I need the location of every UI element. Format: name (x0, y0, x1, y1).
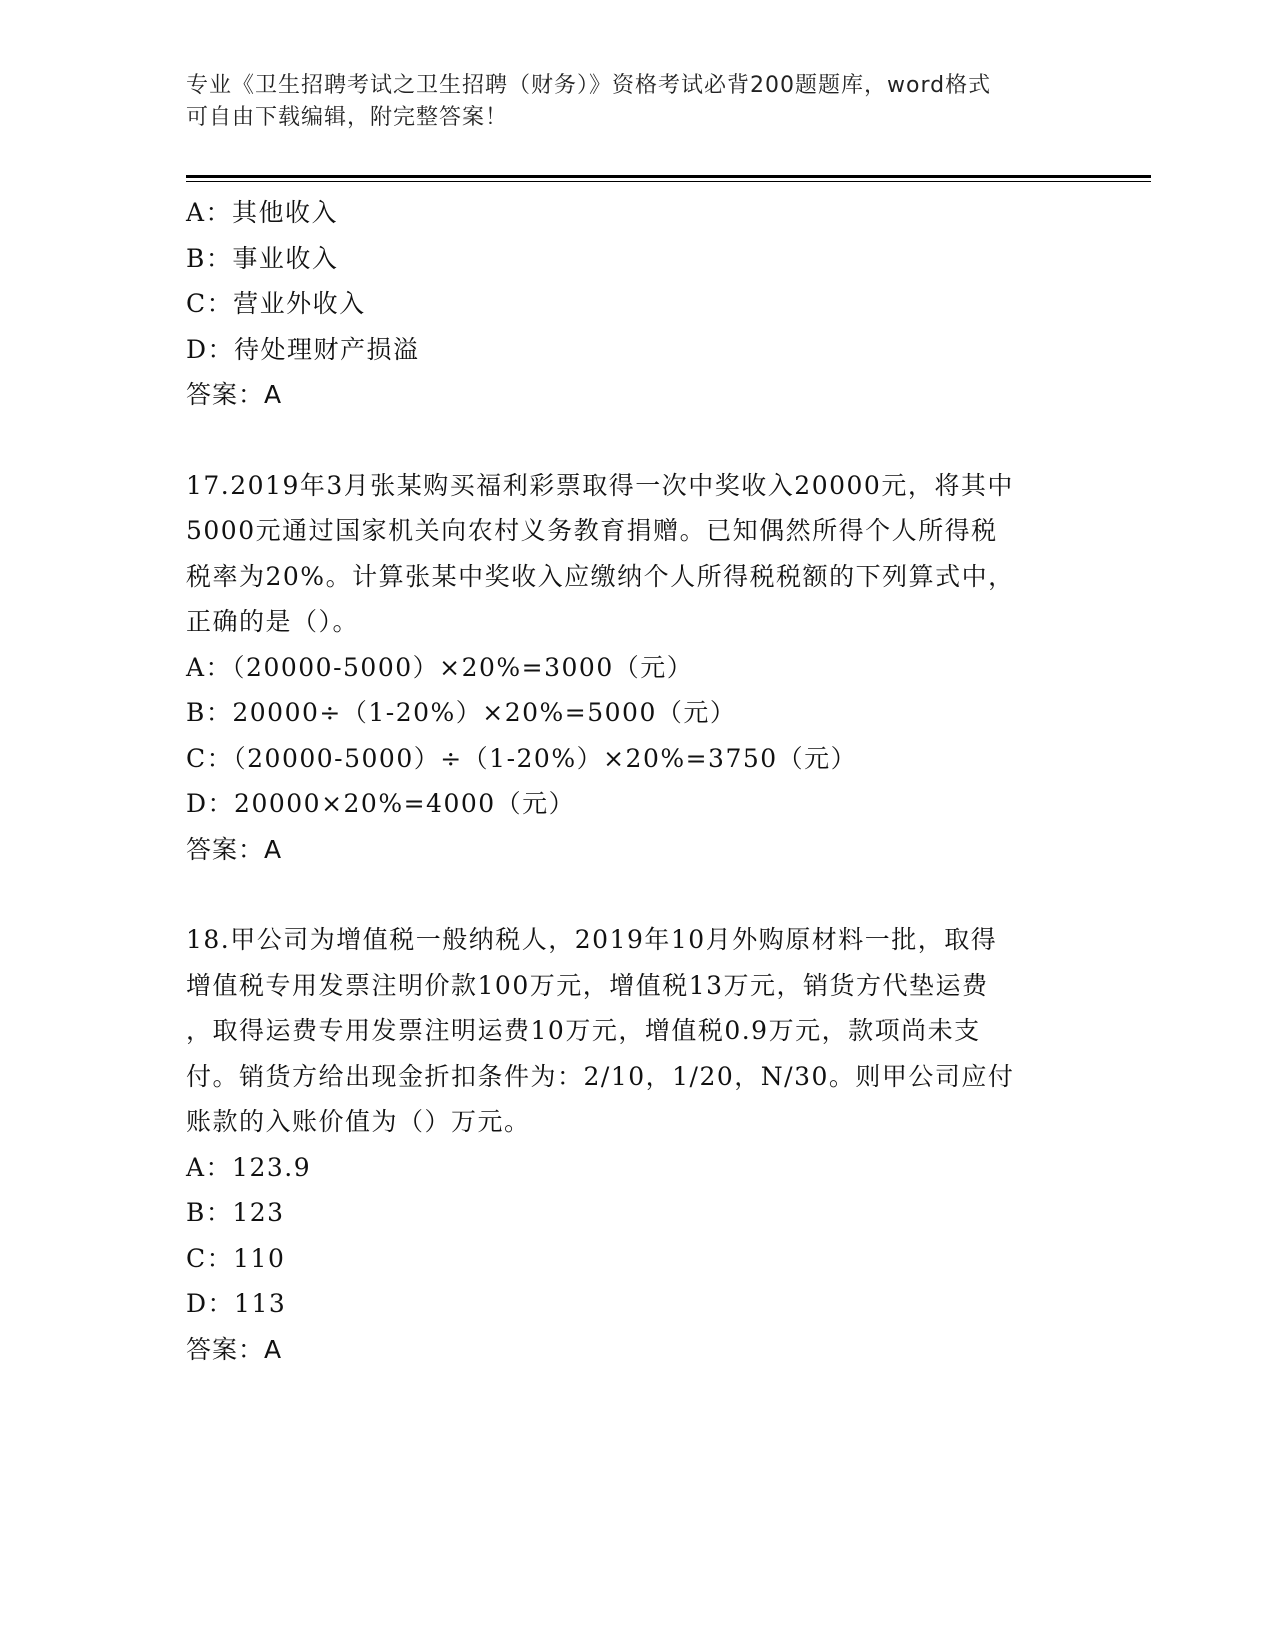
option-b: B：20000÷（1-20%）×20%=5000（元） (186, 698, 737, 727)
question-stem-line: 税率为20%。计算张某中奖收入应缴纳个人所得税税额的下列算式中， (186, 561, 1015, 591)
option-a: A：其他收入 (186, 198, 339, 227)
question-17 (186, 463, 1086, 873)
question-stem-line: 账款的入账价值为（）万元。 (186, 1107, 531, 1136)
answer-line: 答案：A (186, 380, 283, 409)
option-a: A：123.9 (186, 1152, 312, 1182)
question-spacer (186, 418, 1086, 463)
answer-line: 答案：A (186, 834, 283, 864)
header-divider-thin (186, 181, 1151, 182)
option-c: C：营业外收入 (186, 289, 366, 318)
header-line-1: 专业《卫生招聘考试之卫生招聘（财务）》资格考试必背200题题库，word格式 (186, 73, 992, 98)
question-content (186, 190, 1086, 1372)
question-stem-line: 增值税专用发票注明价款100万元，增值税13万元，销货方代垫运费 (186, 970, 989, 1000)
question-stem-line: 5000元通过国家机关向农村义务教育捐赠。已知偶然所得个人所得税 (186, 516, 998, 545)
question-18 (186, 917, 1086, 1372)
header-line-2: 可自由下载编辑，附完整答案！ (186, 105, 509, 130)
option-a: A：（20000-5000）×20%=3000（元） (186, 652, 694, 682)
question-stem-line: 17.2019年3月张某购买福利彩票取得一次中奖收入20000元，将其中 (186, 470, 1014, 500)
question-stem-line: 正确的是（）。 (186, 607, 360, 636)
question-stem-line: ，取得运费专用发票注明运费10万元，增值税0.9万元，款项尚未支 (186, 1016, 981, 1045)
answer-line: 答案：A (186, 1334, 283, 1364)
option-c: C：（20000-5000）÷（1-20%）×20%=3750（元） (186, 743, 858, 773)
option-d: D：20000×20%=4000（元） (186, 789, 576, 818)
option-d: D：待处理财产损溢 (186, 334, 420, 364)
option-b: B：123 (186, 1198, 285, 1227)
option-d: D：113 (186, 1289, 287, 1318)
document-header (186, 70, 1086, 134)
option-c: C：110 (186, 1243, 286, 1273)
option-b: B：事业收入 (186, 243, 339, 273)
header-divider-thick (186, 175, 1151, 178)
question-stem-line: 付。销货方给出现金折扣条件为：2/10，1/20，N/30。则甲公司应付 (186, 1061, 1015, 1091)
question-spacer (186, 872, 1086, 917)
question-16 (186, 190, 1086, 418)
question-stem-line: 18.甲公司为增值税一般纳税人，2019年10月外购原材料一批，取得 (186, 925, 998, 954)
